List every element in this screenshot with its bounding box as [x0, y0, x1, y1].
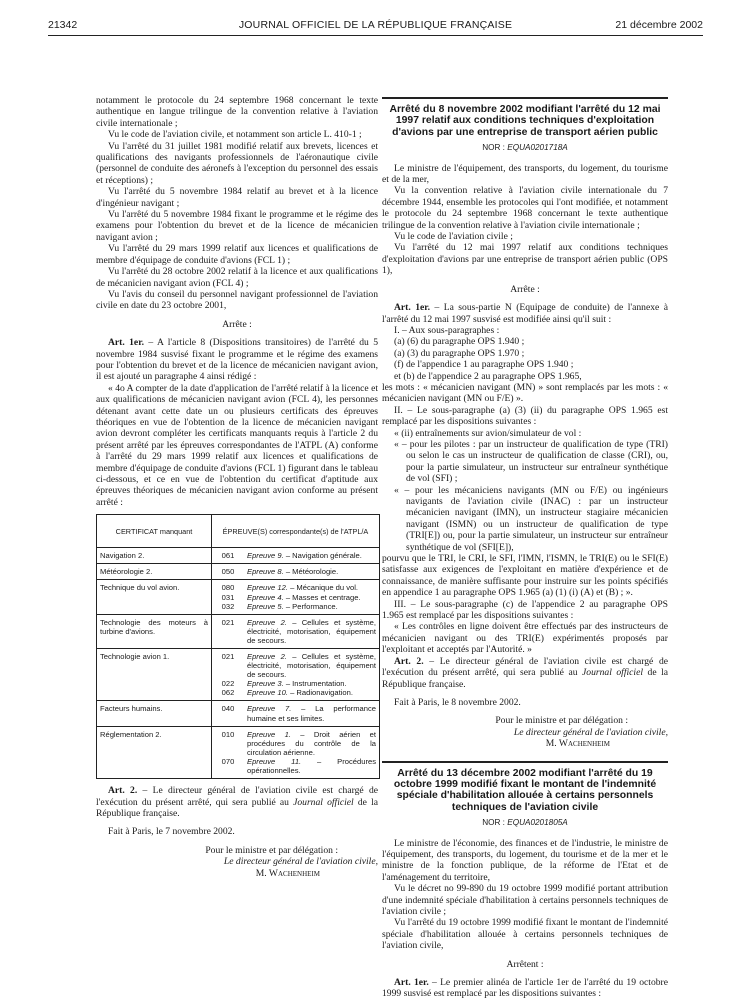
list-item: (a) (3) du paragraphe OPS 1.970 ;	[394, 347, 525, 359]
epreuve-detail: – La performance humaine et ses limites.	[247, 704, 376, 723]
article-2	[96, 785, 378, 819]
epreuve-label: Epreuve 11.	[247, 756, 302, 766]
preamble: Vu la convention relative à l'aviation civile internationale du 7 décembre 1944, ensemble les protocoles qui l'ont modifiée, et notamment le protocole du 24 septembre 1968 concernant le texte authentique trilingue de la convention relative à l'aviation civile internationale ;	[382, 185, 668, 231]
epreuve-label: Epreuve 9.	[247, 551, 284, 561]
epreuve-item	[247, 704, 376, 722]
cell-epreuves	[244, 701, 380, 726]
quoted-paragraph: « 4o A compter de la date d'application de l'arrêté relatif à la licence et aux qualifications de mécanicien navigant avion (FCL 4), les personnes détenant avant cette date un ou plusieurs certificats des épreuves théoriques en vue de l'obtention de la licence de mécanicien navigant avion devront compléter les certificats manquants requis à l'article 2 du présent arrêté par les épreuves correspondantes de l'ATPL (A) conforme à l'arrêté du 29 mars 1999 relatif aux licences et qualifications de membre d'équipage de conduite d'avions (FCL 1) figurant dans le tableau ci-dessous, et ce en vue de l'obtention du certificat d'aptitude aux épreuves théoriques de mécanicien navigant avion conforme au présent arrêté :	[96, 382, 378, 508]
epreuve-label: Epreuve 4.	[247, 592, 284, 602]
cell-codes	[212, 614, 245, 648]
signature-title	[382, 727, 668, 738]
cell-certificat: Technique du vol avion.	[97, 580, 212, 614]
article-text-end: de la République française.	[96, 796, 378, 819]
list-item: I. – Aux sous-paragraphes :	[394, 324, 500, 336]
article-1	[382, 977, 668, 1000]
epreuve-label: Epreuve 7.	[247, 704, 292, 714]
epreuve-item	[247, 602, 376, 611]
cell-epreuves	[244, 614, 380, 648]
signature-delegation: Pour le ministre et par délégation :	[205, 844, 338, 856]
cell-codes	[212, 648, 245, 700]
section-III: III. – Le sous-paragraphe (c) de l'appendice 2 au paragraphe OPS 1.965 est remplacé par les dispositions suivantes :	[382, 598, 668, 622]
article-1	[96, 337, 378, 383]
list-item: (f) de l'appendice 1 au paragraphe OPS 1.940 ;	[394, 359, 574, 371]
table-row	[97, 726, 380, 778]
header-rule	[48, 35, 703, 36]
code-value: 040	[221, 704, 235, 714]
article-text: – Le premier alinéa de l'article 1er de l'arrêté du 19 octobre 1999 susvisé est remplacé par les dispositions suivantes :	[382, 977, 669, 1000]
table-row	[97, 548, 380, 564]
article-label: Art. 1er.	[394, 977, 429, 989]
epreuve-detail: – Cellules et système, électricité, motorisation, équipement de secours.	[247, 651, 376, 680]
nor-reference	[382, 142, 668, 153]
nor-reference	[382, 817, 668, 828]
cell-certificat: Réglementation 2.	[97, 726, 212, 778]
epreuve-item	[247, 757, 376, 775]
arrete-heading: Arrête :	[510, 283, 540, 295]
code-value: 032	[221, 601, 235, 611]
journal-title: JOURNAL OFFICIEL DE LA RÉPUBLIQUE FRANÇAISE	[238, 19, 513, 31]
fait-line: Fait à Paris, le 7 novembre 2002.	[108, 826, 235, 838]
article-text: – A l'article 8 (Dispositions transitoires) de l'arrêté du 5 novembre 1984 susvisé fixant le programme et le régime des examens pour l'obtention du brevet et de la licence de mécanicien navigant avion, il est ajouté un paragraphe 4 ainsi rédigé :	[96, 337, 378, 383]
journal-ref: Journal officiel	[293, 796, 354, 808]
epreuve-item	[247, 593, 376, 602]
article-label: Art. 2.	[108, 785, 138, 797]
epreuve-detail: – Instrumentation.	[283, 679, 347, 689]
arrete-heading: Arrête :	[222, 318, 252, 330]
code-value: 021	[221, 651, 235, 661]
article-label: Art. 2.	[394, 655, 424, 667]
code-value: 021	[221, 617, 235, 627]
journal-ref: Journal officiel	[582, 667, 644, 679]
cell-certificat: Navigation 2.	[97, 548, 212, 564]
epreuve-item	[247, 583, 376, 592]
epreuve-label: Epreuve 5.	[247, 601, 284, 611]
epreuve-item	[247, 618, 376, 645]
article-text: – Le directeur général de l'aviation civile est chargé de l'exécution du présent arrêté, qui sera publié au	[382, 655, 669, 679]
signature-title	[96, 856, 378, 867]
epreuve-item	[247, 730, 376, 757]
epreuve-label: Epreuve 2.	[247, 651, 287, 661]
cell-certificat: Technologie des moteurs à turbine d'avions.	[97, 614, 212, 648]
article-text-end: de la République française.	[382, 667, 669, 690]
quoted-line: « (ii) entraînements sur avion/simulateur de vol :	[394, 427, 582, 439]
signature-name: M. Wachenheim	[255, 867, 320, 879]
epreuve-detail: – Mécanique du vol.	[287, 583, 359, 593]
pourvu-paragraph: pourvu que le TRI, le CRI, le SFI, l'IMN, l'ISMN, le TRI(E) ou le SFI(E) satisfasse aux exigences de l'exploitant en matière d'expérience et de connaissance, de manière suffisante pour instruire sur les points spécifiés en appendice 1 au paragraphe OPS 1.965 (a) (1) (i) (A) et (B) ; ».	[382, 553, 668, 599]
code-value: 062	[221, 688, 235, 698]
preamble: Le ministre de l'économie, des finances et de l'industrie, le ministre de l'équipement, des transports, du logement, du tourisme et de la mer et le ministre de la fonction publique, de la réforme de l'Etat et de l'aménagement du territoire,	[382, 837, 668, 883]
cell-codes	[212, 548, 245, 564]
article-text: – Le directeur général de l'aviation civile est chargé de l'exécution du présent arrêté, qui sera publié au	[96, 785, 378, 808]
code-value: 061	[221, 551, 235, 561]
cell-codes	[212, 580, 245, 614]
article-label: Art. 1er.	[394, 302, 431, 314]
code-value: 022	[221, 679, 235, 689]
nor-label: NOR :	[482, 818, 508, 828]
visa-list	[96, 95, 378, 312]
signature-name: M. Wachenheim	[545, 738, 610, 750]
preamble: Vu le code de l'aviation civile ;	[394, 231, 513, 243]
section-rule	[382, 761, 668, 763]
preamble: Vu l'arrêté du 12 mai 1997 relatif aux conditions techniques d'exploitation d'avions par une entreprise de transport aérien public (OPS 1),	[382, 242, 668, 277]
visa-paragraph: Vu l'avis du conseil du personnel navigant professionnel de l'aviation civile en date du 23 octobre 2001,	[96, 288, 378, 312]
visa-paragraph: Vu l'arrêté du 5 novembre 1984 fixant le programme et le régime des examens pour l'obtention du brevet et de la licence de mécanicien navigant avion ;	[96, 209, 378, 243]
page-number: 21342	[48, 19, 78, 31]
visa-paragraph: Vu le code de l'aviation civile, et notamment son article L. 410-1 ;	[108, 129, 362, 141]
nor-label: NOR :	[482, 143, 508, 153]
epreuve-item	[247, 688, 376, 697]
quoted-line: « – pour les mécaniciens navigants (MN ou F/E) ou ingénieurs navigants de l'aviation civile (INAC) : par un instructeur mécanicien navigant (IMN), un instructeur stagiaire mécanicien navigant (ISMN) ou un instructeur de qualification de type (TRI[E]) ou, pour la partie simulateur, un instructeur sur entraîneur synthétique de vol (SFI[E]),	[394, 484, 668, 553]
visa-paragraph: notamment le protocole du 24 septembre 1968 concernant le texte authentique en langue trilingue de la convention relative à l'aviation civile internationale ;	[96, 95, 378, 129]
epreuve-detail: – Météorologie.	[283, 567, 339, 577]
article-text: – La sous-partie N (Equipage de conduite) de l'annexe à l'arrêté du 12 mai 1997 susvisé est modifiée ainsi qu'il suit :	[382, 302, 668, 325]
epreuve-item	[247, 551, 376, 560]
visa-paragraph: Vu l'arrêté du 31 juillet 1981 modifié relatif aux brevets, licences et qualifications des navigants professionnels de l'aéronautique civile (personnel de conduite des aéronefs à l'exception du personnel des essais et réceptions) ;	[96, 140, 378, 186]
section-II: II. – Le sous-paragraphe (a) (3) (ii) du paragraphe OPS 1.965 est remplacé par les dispositions suivantes :	[382, 404, 668, 428]
cell-epreuves	[244, 580, 380, 614]
table-header-row	[97, 515, 380, 548]
arrete-title-2: Arrêté du 13 décembre 2002 modifiant l'arrêté du 19 octobre 1999 modifié fixant le montant de l'indemnité spéciale d'habilitation allouée à certains personnels techniques de l'aviation civile	[393, 767, 657, 813]
table-row	[97, 648, 380, 700]
arrete-title-1: Arrêté du 8 novembre 2002 modifiant l'arrêté du 12 mai 1997 relatif aux conditions techniques d'exploitation d'avions par une entreprise de transport aérien public	[389, 104, 661, 138]
epreuve-detail: – Masses et centrage.	[283, 592, 361, 602]
code-value: 070	[221, 756, 235, 766]
epreuve-label: Epreuve 1.	[247, 729, 291, 739]
cell-epreuves	[244, 726, 380, 778]
visa-paragraph: Vu l'arrêté du 28 octobre 2002 relatif à la licence et aux qualifications de mécanicien navigant avion (FCL 4) ;	[96, 266, 378, 289]
fait-line: Fait à Paris, le 8 novembre 2002.	[394, 696, 521, 708]
cell-certificat: Facteurs humains.	[97, 701, 212, 726]
cell-epreuves	[244, 648, 380, 700]
cell-codes	[212, 726, 245, 778]
code-value: 010	[221, 729, 235, 739]
arretent-heading: Arrêtent :	[506, 958, 544, 970]
cell-codes	[212, 564, 245, 580]
signature-title-text: Le directeur général de l'aviation civile,	[223, 856, 378, 868]
cell-epreuves	[244, 564, 380, 580]
epreuve-detail: – Droit aérien et procédures du contrôle de la circulation aérienne.	[247, 729, 376, 757]
preamble: Vu l'arrêté du 19 octobre 1999 modifié fixant le montant de l'indemnité spéciale d'habilitation allouée à certains personnels techniques de l'aviation civile,	[382, 917, 668, 952]
epreuve-label: Epreuve 8.	[247, 567, 284, 577]
code-value: 080	[221, 583, 235, 593]
table-row	[97, 564, 380, 580]
epreuve-label: Epreuve 10.	[247, 688, 288, 698]
article-2	[382, 656, 668, 690]
table-row	[97, 614, 380, 648]
epreuve-item	[247, 679, 376, 688]
nor-code: EQUA0201718A	[507, 143, 568, 153]
epreuve-label: Epreuve 2.	[247, 617, 287, 627]
visa-paragraph: Vu l'arrêté du 5 novembre 1984 relatif au brevet et à la licence d'ingénieur navigant ;	[96, 186, 378, 209]
nor-code: EQUA0201805A	[507, 818, 568, 828]
preamble: Le ministre de l'équipement, des transports, du logement, du tourisme et de la mer,	[382, 162, 668, 186]
article-1	[382, 302, 668, 325]
page-header	[48, 19, 703, 33]
preamble: Vu le décret no 99-890 du 19 octobre 1999 modifié portant attribution d'une indemnité spéciale d'habilitation à certains personnels techniques de l'aviation civile ;	[382, 883, 668, 917]
cell-certificat: Technologie avion 1.	[97, 648, 212, 700]
epreuve-item	[247, 652, 376, 679]
epreuve-detail: – Performance.	[283, 601, 338, 611]
signature-delegation: Pour le ministre et par délégation :	[495, 715, 628, 727]
list-item: et (b) de l'appendice 2 au paragraphe OPS 1.965,	[394, 370, 582, 382]
section-rule	[382, 97, 668, 99]
col-header-epreuve: ÉPREUVE(S) correspondante(s) de l'ATPL/A	[212, 515, 380, 548]
cell-epreuves	[244, 548, 380, 564]
epreuve-detail: – Procédures opérationnelles.	[247, 756, 376, 775]
right-column	[382, 97, 668, 1000]
cell-codes	[212, 701, 245, 726]
col-header-certificat: CERTIFICAT manquant	[97, 515, 212, 548]
article-label: Art. 1er.	[108, 337, 144, 349]
issue-date: 21 décembre 2002	[615, 19, 703, 31]
epreuve-item	[247, 567, 376, 576]
table-row	[97, 701, 380, 726]
epreuve-label: Epreuve 3.	[247, 679, 284, 689]
signature-title-text: Le directeur général de l'aviation civile,	[513, 726, 668, 738]
table-row	[97, 580, 380, 614]
list-item: (a) (6) du paragraphe OPS 1.940 ;	[394, 336, 525, 348]
mots-paragraph: les mots : « mécanicien navigant (MN) » sont remplacés par les mots : « mécanicien navigant (MN ou F/E) ».	[382, 381, 668, 405]
epreuve-label: Epreuve 12.	[247, 583, 288, 593]
epreuve-detail: – Navigation générale.	[283, 551, 362, 561]
visa-paragraph: Vu l'arrêté du 29 mars 1999 relatif aux licences et qualifications de membre d'équipage de conduite d'avions (FCL 1) ;	[96, 243, 378, 266]
left-column	[96, 95, 378, 879]
epreuve-detail: – Radionavigation.	[287, 688, 353, 698]
certificate-table	[96, 514, 380, 779]
quoted-line: « – pour les pilotes : par un instructeur de qualification de type (TRI) ou selon le cas un instructeur de qualification de classe (CRI), ou, pour la partie simulateur, un instructeur sur entraîneur synthétique de vol (SFI) ;	[394, 438, 668, 485]
code-value: 031	[221, 592, 235, 602]
epreuve-detail: – Cellules et système, électricité, motorisation, équipement de secours.	[247, 617, 376, 645]
quoted-line: « Les contrôles en ligne doivent être effectués par des instructeurs de mécanicien navigant ou des TRI(E) expérimentés proposés par l'exploitant et acceptés par l'Autorité. »	[382, 621, 668, 656]
code-value: 050	[221, 567, 235, 577]
cell-certificat: Météorologie 2.	[97, 564, 212, 580]
